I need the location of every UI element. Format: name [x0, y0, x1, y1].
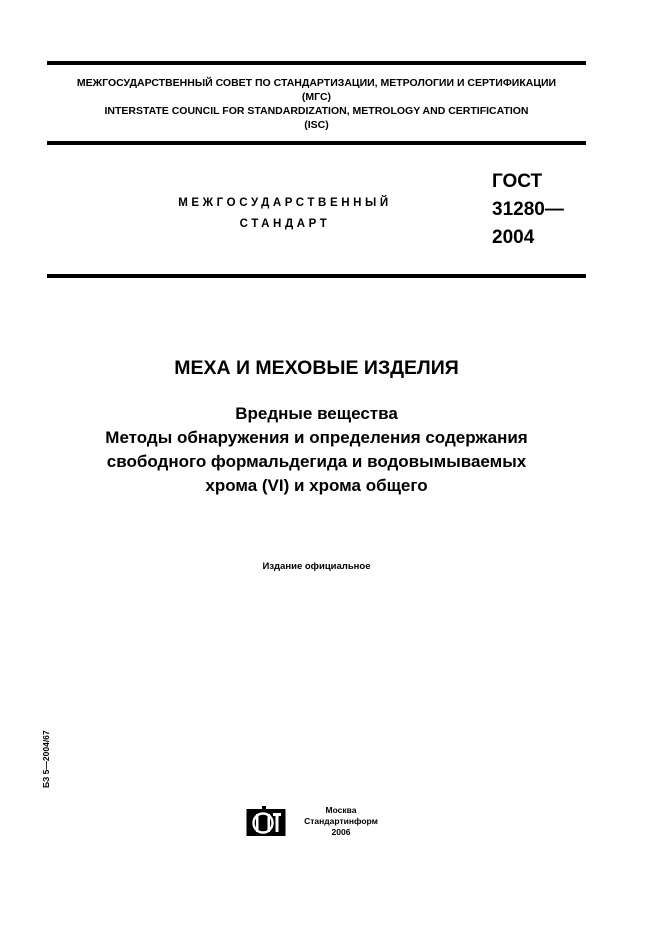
standard-designation [492, 168, 564, 252]
document-title: МЕХА И МЕХОВЫЕ ИЗДЕЛИЯ [174, 357, 459, 379]
publisher-year: 2006 [331, 827, 351, 837]
designation-year: 2004 [492, 227, 535, 248]
designation-prefix: ГОСТ [492, 171, 543, 192]
subtitle-line1: Вредные вещества [235, 404, 398, 423]
council-name-en: INTERSTATE COUNCIL FOR STANDARDIZATION, METROLOGY AND CERTIFICATION [104, 105, 529, 117]
edition-note: Издание официальное [262, 561, 371, 572]
standard-type [120, 193, 450, 235]
designation-number: 31280— [492, 199, 564, 220]
council-header [47, 76, 586, 132]
standartinform-logo-icon [246, 806, 286, 838]
document-subtitle [47, 402, 586, 498]
standard-type-line1: МЕЖГОСУДАРСТВЕННЫЙ [178, 197, 392, 209]
council-abbr-en: (ISC) [304, 119, 329, 131]
top-rule [47, 61, 586, 65]
standard-type-line2: СТАНДАРТ [239, 218, 331, 230]
publisher-city: Москва [325, 805, 357, 815]
publisher-name: Стандартинформ [304, 816, 378, 826]
subtitle-line2: Методы обнаружения и определения содержания [105, 428, 528, 447]
council-abbr-ru: (МГС) [301, 91, 332, 103]
side-code: БЗ 5—2004/67 [41, 730, 51, 788]
header-bottom-rule [47, 141, 586, 145]
council-name-ru: МЕЖГОСУДАРСТВЕННЫЙ СОВЕТ ПО СТАНДАРТИЗАЦИИ, МЕТРОЛОГИИ И СЕРТИФИКАЦИИ [76, 77, 557, 89]
subtitle-line3: свободного формальдегида и водовымываемых [106, 452, 527, 471]
publisher-imprint [296, 805, 386, 838]
designation-bottom-rule [47, 274, 586, 278]
subtitle-line4: хрома (VI) и хрома общего [205, 476, 428, 495]
